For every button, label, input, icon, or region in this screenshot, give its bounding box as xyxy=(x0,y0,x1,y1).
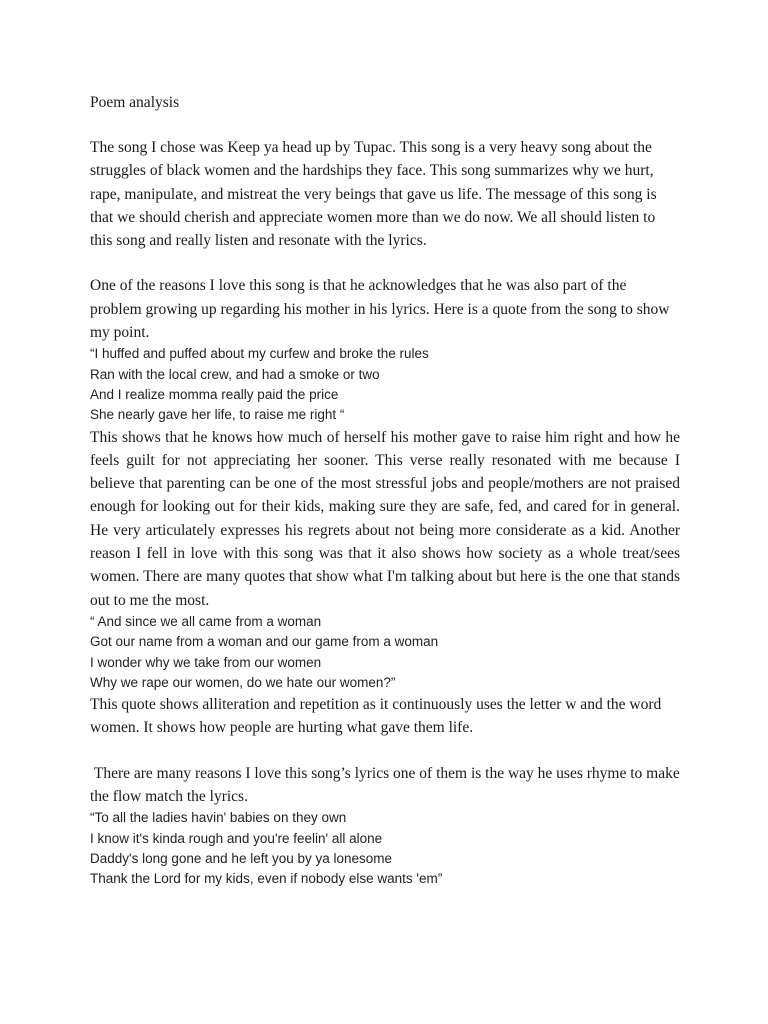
quote-line: And I realize momma really paid the price xyxy=(90,386,339,402)
alliteration-paragraph: This quote shows alliteration and repetition as it continuously uses the letter w and the word women. It shows how people are hurting what gave them life. xyxy=(90,696,662,737)
quote-line: I wonder why we take from our women xyxy=(90,654,322,670)
quote-line: She nearly gave her life, to raise me right “ xyxy=(90,407,345,423)
paragraph-gap xyxy=(90,740,680,762)
lyrics-quote-women xyxy=(90,612,680,693)
quote-line: “I huffed and puffed about my curfew and broke the rules xyxy=(90,346,429,362)
intro-paragraph: The song I chose was Keep ya head up by Tupac. This song is a very heavy song about the struggles of black women and the hardships they face. This song summarizes why we hurt, rape, manipulate, and mistreat the very beings that gave us life. The message of this song is that we should cherish and appreciate women more than we do now. We all should listen to this song and really listen and resonate with the lyrics. xyxy=(90,139,657,250)
quote-line: Daddy's long gone and he left you by ya lonesome xyxy=(90,850,393,866)
quote-line: Why we rape our women, do we hate our women?” xyxy=(90,674,396,690)
paragraph-gap xyxy=(90,252,680,274)
quote-line: I know it's kinda rough and you're feelin' all alone xyxy=(90,830,383,846)
reason-one-paragraph: One of the reasons I love this song is that he acknowledges that he was also part of the problem growing up regarding his mother in his lyrics. Here is a quote from the song to show my point. xyxy=(90,277,670,342)
document-page xyxy=(90,92,684,890)
quote-line: Got our name from a woman and our game from a woman xyxy=(90,634,439,650)
lyrics-quote-ladies xyxy=(90,808,680,889)
quote-line: Ran with the local crew, and had a smoke or two xyxy=(90,366,380,382)
lyrics-quote-mother xyxy=(90,344,680,425)
analysis-paragraph: This shows that he knows how much of herself his mother gave to raise him right and how he feels guilt for not appreciating her sooner. This verse really resonated with me because I believe that parenting can be one of the most stressful jobs and people/mothers are not praised enough for looking out for their kids, making sure they are safe, fed, and cared for in general. He very articulately expresses his regrets about not being more considerate as a kid. Another reason I fell in love with this song was that it also shows how society as a whole treat/sees women. There are many quotes that show what I'm talking about but here is the one that stands out to me the most. xyxy=(90,428,680,609)
rhyme-paragraph: There are many reasons I love this song’s lyrics one of them is the way he uses rhyme to make the flow match the lyrics. xyxy=(90,764,684,806)
quote-line: “ And since we all came from a woman xyxy=(90,613,322,629)
quote-line: Thank the Lord for my kids, even if nobody else wants 'em” xyxy=(90,871,443,887)
document-title: Poem analysis xyxy=(90,94,180,111)
quote-line: “To all the ladies havin' babies on they own xyxy=(90,810,347,826)
